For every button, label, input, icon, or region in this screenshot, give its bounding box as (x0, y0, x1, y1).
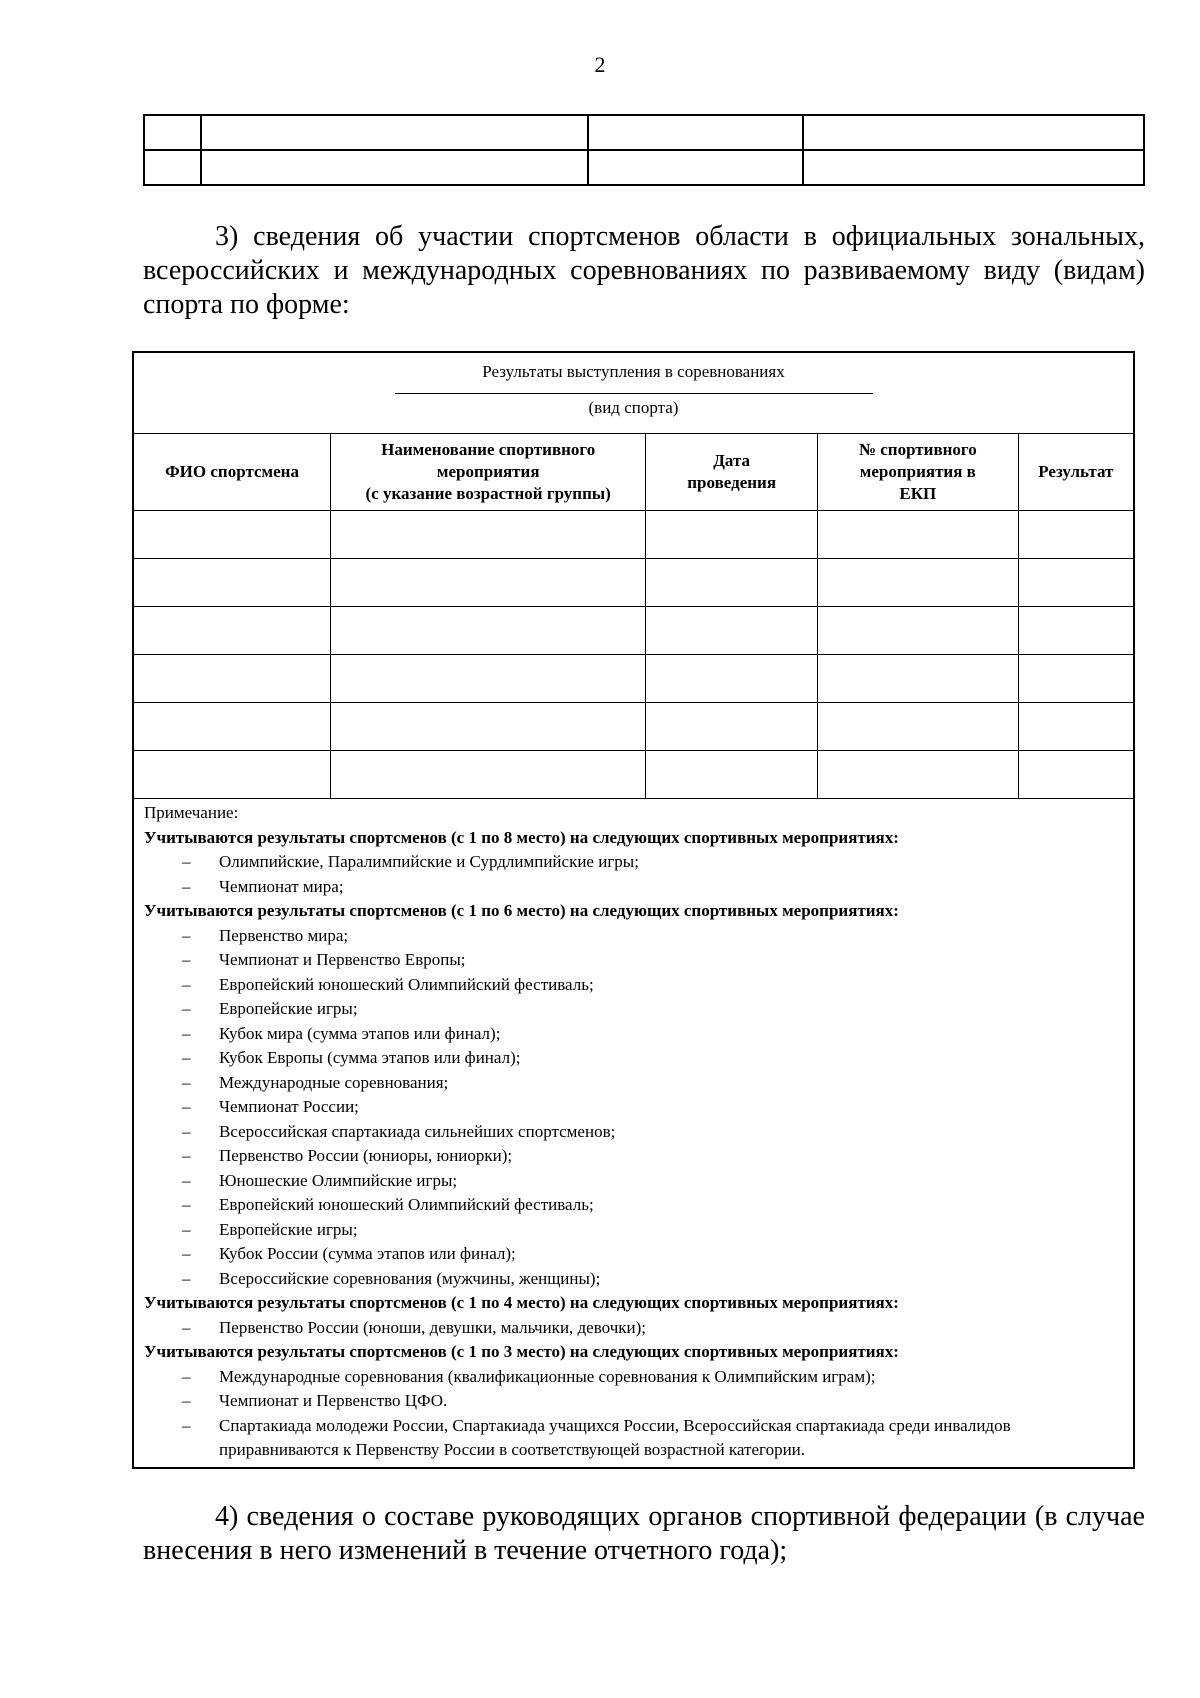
list-item-text: Чемпионат России; (219, 1097, 359, 1116)
list-item (144, 850, 1123, 875)
results-table-subtitle: (вид спорта) (588, 398, 679, 417)
table-cell (144, 150, 201, 185)
list-item (144, 1267, 1123, 1292)
dash-bullet-icon: – (182, 1195, 191, 1214)
dash-bullet-icon: – (182, 1121, 191, 1141)
list-item-text: Спартакиада молодежи России, Спартакиада учащихся России, Всероссийская спартакиада среди инвалидов приравниваются к Первенству России в соответствующей возрастной категории. (219, 1415, 1011, 1459)
list-item (144, 1242, 1123, 1267)
list-item (144, 1169, 1123, 1194)
list-item-text: Олимпийские, Паралимпийские и Сурдлимпийские игры; (219, 852, 639, 871)
table-row (133, 511, 1134, 559)
table-row (133, 559, 1134, 607)
list-item-text: Всероссийские соревнования (мужчины, женщины); (219, 1268, 601, 1288)
table-cell (646, 703, 818, 751)
list-item (144, 1414, 1123, 1463)
table-cell (331, 655, 646, 703)
dash-bullet-icon: – (182, 1244, 191, 1263)
dash-bullet-icon: – (182, 1317, 191, 1337)
results-table-header (133, 352, 1134, 434)
top-empty-table (143, 114, 1145, 186)
table-cell (803, 115, 1144, 150)
dash-bullet-icon: – (182, 950, 191, 969)
list-item (144, 875, 1123, 900)
table-cell (133, 607, 331, 655)
list-item (144, 1120, 1123, 1145)
list-item (144, 1046, 1123, 1071)
list-item-text: Чемпионат мира; (219, 876, 344, 896)
column-header-date: Дата проведения (646, 434, 818, 511)
table-cell (133, 655, 331, 703)
table-row (133, 655, 1134, 703)
table-cell (1018, 751, 1134, 799)
section-4-paragraph (143, 1500, 1145, 1568)
table-row (133, 751, 1134, 799)
table-cell (1018, 559, 1134, 607)
dash-bullet-icon: – (182, 852, 191, 871)
table-cell (818, 511, 1019, 559)
table-cell (1018, 607, 1134, 655)
dash-bullet-icon: – (182, 1023, 191, 1043)
table-cell (331, 607, 646, 655)
column-headers (133, 434, 1134, 511)
section-4-text: 4) сведения о составе руководящих органов спортивной федерации (в случае внесения в него изменений в течение отчетного года); (143, 1501, 1145, 1566)
dash-bullet-icon: – (182, 876, 191, 896)
list-item (144, 1095, 1123, 1120)
list-item (144, 1193, 1123, 1218)
section-3-text: 3) сведения об участии спортсменов области в официальных зональных, всероссийских и международных соревнованиях по развиваемому виду (видам) спорта по форме: (143, 221, 1145, 320)
sport-type-fill-line (395, 393, 873, 394)
list-item-text: Первенство России (юноши, девушки, мальчики, девочки); (219, 1317, 646, 1337)
table-cell (1018, 655, 1134, 703)
results-table-title: Результаты выступления в соревнованиях (482, 362, 785, 381)
table-cell (201, 150, 588, 185)
column-header-ekp: № спортивного мероприятия в ЕКП (818, 434, 1019, 511)
list-item (144, 997, 1123, 1022)
note-heading: Учитываются результаты спортсменов (с 1 по 6 место) на следующих спортивных мероприятиях: (144, 901, 899, 920)
table-cell (818, 751, 1019, 799)
table-cell (646, 751, 818, 799)
dash-bullet-icon: – (182, 925, 191, 945)
dash-bullet-icon: – (182, 999, 191, 1018)
table-cell (646, 607, 818, 655)
list-item (144, 1022, 1123, 1047)
list-item-text: Кубок России (сумма этапов или финал); (219, 1244, 516, 1263)
dash-bullet-icon: – (182, 1048, 191, 1067)
table-cell (646, 655, 818, 703)
dash-bullet-icon: – (182, 1072, 191, 1092)
column-header-result: Результат (1018, 434, 1134, 511)
note-heading: Учитываются результаты спортсменов (с 1 по 4 место) на следующих спортивных мероприятиях: (144, 1293, 899, 1312)
list-item-text: Международные соревнования (квалификационные соревнования к Олимпийским играм); (219, 1366, 876, 1386)
list-item (144, 973, 1123, 998)
list-item-text: Всероссийская спартакиада сильнейших спортсменов; (219, 1121, 616, 1141)
list-item-text: Первенство России (юниоры, юниорки); (219, 1146, 513, 1165)
dash-bullet-icon: – (182, 1219, 191, 1239)
note-label: Примечание: (144, 803, 239, 822)
list-item (144, 1144, 1123, 1169)
list-item-text: Первенство мира; (219, 925, 349, 945)
table-cell (588, 115, 803, 150)
note-cell (133, 799, 1134, 1468)
dash-bullet-icon: – (182, 1146, 191, 1165)
table-cell (201, 115, 588, 150)
list-item-text: Европейские игры; (219, 1219, 358, 1239)
list-item-text: Европейский юношеский Олимпийский фестиваль; (219, 1195, 594, 1214)
table-cell (646, 511, 818, 559)
table-cell (331, 703, 646, 751)
list-item-text: Европейский юношеский Олимпийский фестиваль; (219, 974, 594, 994)
list-item (144, 1365, 1123, 1390)
list-item (144, 948, 1123, 973)
dash-bullet-icon: – (182, 1415, 191, 1435)
table-cell (803, 150, 1144, 185)
dash-bullet-icon: – (182, 1097, 191, 1116)
table-cell (588, 150, 803, 185)
list-item (144, 1389, 1123, 1414)
list-item-text: Чемпионат и Первенство ЦФО. (219, 1391, 448, 1410)
table-row (144, 150, 1144, 185)
note-groups (144, 826, 1123, 1463)
table-row (144, 115, 1144, 150)
table-cell (331, 511, 646, 559)
list-item (144, 1218, 1123, 1243)
column-header-event: Наименование спортивного мероприятия (с указание возрастной группы) (331, 434, 646, 511)
table-cell (818, 655, 1019, 703)
list-item (144, 924, 1123, 949)
table-cell (133, 559, 331, 607)
table-row (133, 703, 1134, 751)
table-cell (133, 511, 331, 559)
note-heading: Учитываются результаты спортсменов (с 1 по 3 место) на следующих спортивных мероприятиях: (144, 1342, 899, 1361)
dash-bullet-icon: – (182, 974, 191, 994)
page-number: 2 (594, 52, 606, 77)
list-item-text: Международные соревнования; (219, 1072, 449, 1092)
list-item-text: Юношеские Олимпийские игры; (219, 1170, 458, 1190)
table-cell (1018, 703, 1134, 751)
section-3-paragraph (143, 220, 1145, 322)
table-cell (646, 559, 818, 607)
column-header-name: ФИО спортсмена (133, 434, 331, 511)
table-cell (133, 751, 331, 799)
table-cell (133, 703, 331, 751)
table-cell (1018, 511, 1134, 559)
dash-bullet-icon: – (182, 1268, 191, 1288)
table-cell (331, 751, 646, 799)
table-row (133, 607, 1134, 655)
table-cell (331, 559, 646, 607)
table-cell (818, 607, 1019, 655)
dash-bullet-icon: – (182, 1391, 191, 1410)
table-cell (818, 703, 1019, 751)
list-item (144, 1071, 1123, 1096)
list-item-text: Чемпионат и Первенство Европы; (219, 950, 466, 969)
list-item-text: Кубок Европы (сумма этапов или финал); (219, 1048, 521, 1067)
table-cell (818, 559, 1019, 607)
results-table (132, 351, 1135, 1469)
dash-bullet-icon: – (182, 1366, 191, 1386)
list-item-text: Европейские игры; (219, 999, 358, 1018)
list-item-text: Кубок мира (сумма этапов или финал); (219, 1023, 501, 1043)
table-cell (144, 115, 201, 150)
note-heading: Учитываются результаты спортсменов (с 1 по 8 место) на следующих спортивных мероприятиях: (144, 827, 899, 847)
dash-bullet-icon: – (182, 1170, 191, 1190)
list-item (144, 1316, 1123, 1341)
